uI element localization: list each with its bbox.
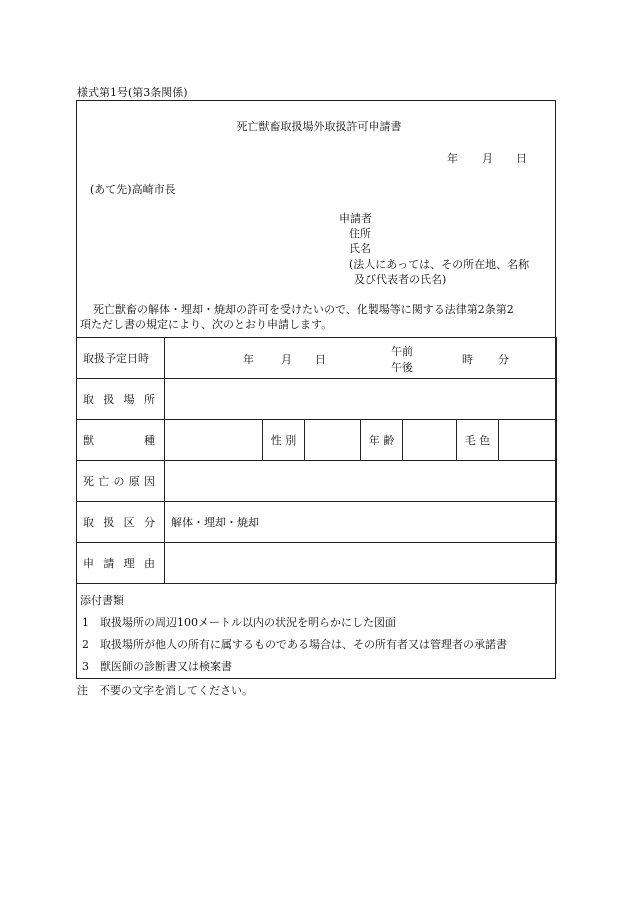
label-char: 申 [83, 557, 94, 570]
label-char: 取 [83, 516, 94, 529]
place-label [77, 379, 165, 420]
footnote: 注 不要の文字を消してください。 [77, 684, 253, 697]
sched-month: 月 [281, 353, 292, 366]
cause-of-death-label [77, 461, 165, 502]
document-title: 死亡獣畜取扱場外取扱許可申請書 [236, 120, 402, 133]
sched-hour: 時 [462, 353, 473, 366]
table-row [77, 502, 557, 543]
sched-minute: 分 [498, 353, 509, 366]
date-day: 日 [516, 152, 527, 165]
handling-category-label [77, 502, 165, 543]
label-char: 種 [144, 434, 155, 447]
label-char: 所 [143, 393, 155, 406]
label-char: 原 [128, 475, 140, 488]
species-label [77, 420, 165, 461]
species-field[interactable] [165, 420, 263, 461]
label-char: 取 [83, 393, 94, 406]
attachment-item-1: 1 取扱場所の周辺100メートル以内の状況を明らかにした図面 [82, 616, 396, 629]
label-char: 分 [143, 516, 155, 529]
application-details-table [76, 337, 557, 584]
date-month: 月 [482, 152, 493, 165]
table-row [77, 420, 557, 461]
date-year: 年 [447, 152, 458, 165]
body-text-line1: 死亡獣畜の解体・埋却・焼却の許可を受けたいので、化製場等に関する法律第2条第2 [93, 303, 514, 316]
applicant-heading: 申請者 [339, 212, 372, 225]
application-reason-label [77, 543, 165, 584]
attachment-item-3: 3 獣医師の診断書又は検案書 [82, 660, 232, 673]
scheduled-datetime-field[interactable] [165, 338, 557, 379]
table-row [77, 461, 557, 502]
sched-pm[interactable]: 午後 [391, 361, 413, 374]
attachment-item-2: 2 取扱場所が他人の所有に属するものである場合は、その所有者又は管理者の承諾書 [82, 638, 507, 651]
label-char: 請 [103, 557, 115, 570]
label-char: 扱 [103, 393, 115, 406]
corporate-note-line2: 及び代表者の氏名) [354, 273, 447, 286]
table-row [77, 543, 557, 584]
coat-color-field[interactable] [499, 420, 557, 461]
label-char: 区 [123, 516, 135, 529]
label-char: 理 [123, 557, 135, 570]
label-char: の [113, 475, 125, 488]
label-char: 因 [144, 475, 155, 488]
place-field[interactable] [165, 379, 557, 420]
age-field[interactable] [403, 420, 457, 461]
application-reason-field[interactable] [165, 543, 557, 584]
form-number-label: 様式第1号(第3条関係) [77, 86, 188, 99]
sched-am[interactable]: 午前 [391, 345, 413, 358]
label-char: 場 [123, 393, 135, 406]
coat-color-label: 毛 色 [457, 420, 499, 461]
label-char: 獣 [83, 434, 94, 447]
table-row [77, 379, 557, 420]
sched-year: 年 [243, 353, 254, 366]
corporate-note-line1: (法人にあっては、その所在地、名称 [349, 258, 530, 271]
table-row [77, 338, 557, 379]
scheduled-datetime-label: 取扱予定日時 [77, 338, 165, 379]
sched-day: 日 [315, 353, 326, 366]
applicant-address-label: 住所 [349, 227, 371, 240]
cause-of-death-field[interactable] [165, 461, 557, 502]
label-char: 由 [143, 557, 155, 570]
sex-label: 性 別 [263, 420, 305, 461]
body-text-line2: 項ただし書の規定により、次のとおり申請します。 [80, 318, 333, 331]
handling-category-value[interactable]: 解体・埋却・焼却 [165, 502, 557, 543]
sex-field[interactable] [305, 420, 361, 461]
age-label: 年 齢 [361, 420, 403, 461]
label-char: 死 [83, 475, 94, 488]
label-char: 扱 [103, 516, 115, 529]
label-char: 亡 [98, 475, 110, 488]
addressee: (あて先)高崎市長 [90, 183, 176, 196]
applicant-name-label: 氏名 [349, 242, 371, 255]
attachments-heading: 添付書類 [80, 594, 124, 607]
